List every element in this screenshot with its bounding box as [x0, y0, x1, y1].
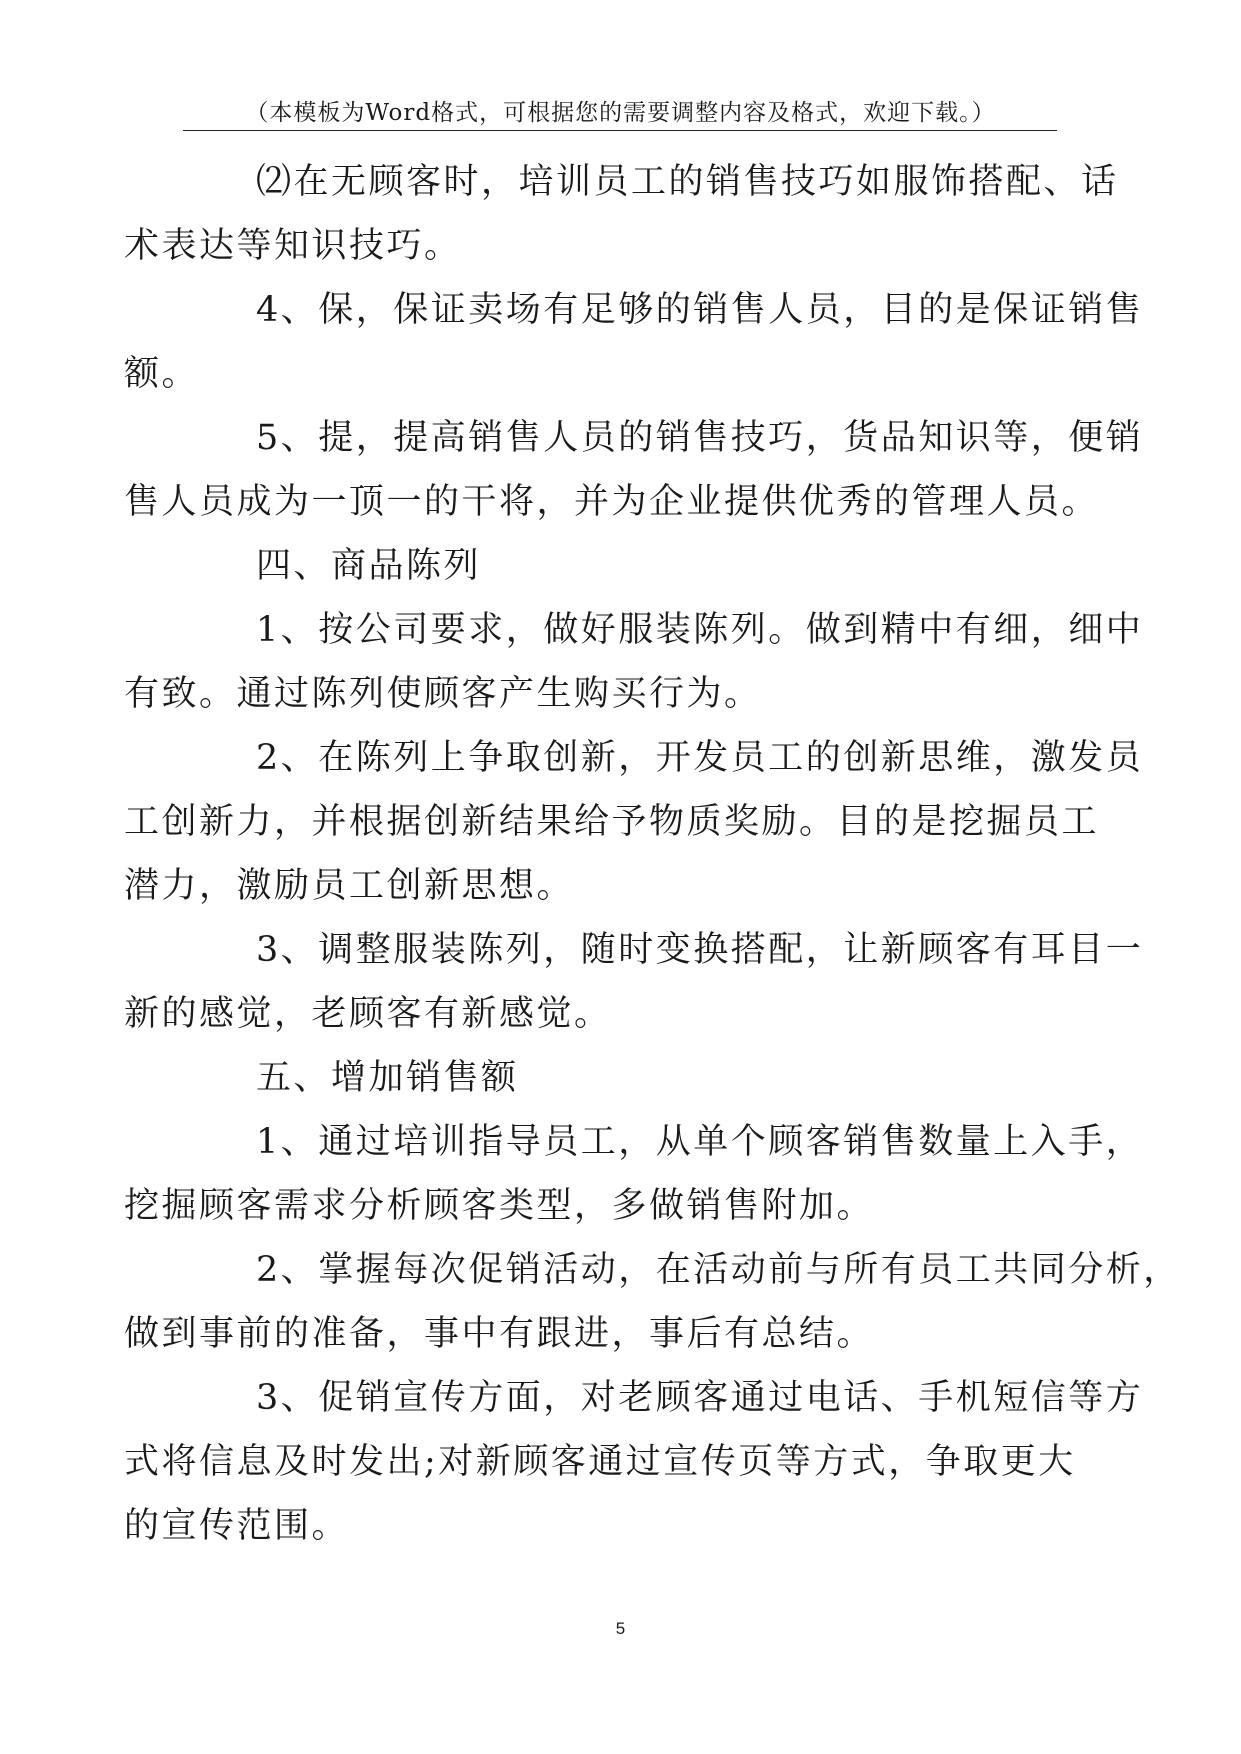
paragraph-line: 售人员成为一顶一的干将，并为企业提供优秀的管理人员。	[124, 482, 1100, 522]
paragraph-line: 1、通过培训指导员工，从单个顾客销售数量上入手，	[256, 1122, 1144, 1162]
paragraph-line: 2、掌握每次促销活动，在活动前与所有员工共同分析，	[256, 1250, 1181, 1290]
paragraph-line: 有致。通过陈列使顾客产生购买行为。	[124, 674, 762, 714]
paragraph-line: 3、调整服装陈列，随时变换搭配，让新顾客有耳目一	[256, 930, 1144, 970]
paragraph-sales-item-3	[124, 1366, 1144, 1558]
paragraph-display-item-1	[124, 598, 1144, 726]
paragraph-sales-item-2	[124, 1238, 1181, 1366]
header-divider	[183, 130, 1057, 131]
paragraph-line: 1、按公司要求，做好服装陈列。做到精中有细，细中	[256, 610, 1144, 650]
paragraph-line: 做到事前的准备，事中有跟进，事后有总结。	[124, 1314, 875, 1354]
paragraph-sales-item-1	[124, 1110, 1144, 1238]
paragraph-display-item-2	[124, 726, 1144, 918]
paragraph-line: 工创新力，并根据创新结果给予物质奖励。目的是挖掘员工	[124, 802, 1100, 842]
section-heading: 四、商品陈列	[256, 546, 482, 586]
document-body	[124, 150, 1181, 1558]
paragraph-line: 2、在陈列上争取创新，开发员工的创新思维，激发员	[256, 738, 1144, 778]
section-heading-display	[190, 534, 1065, 598]
paragraph-item-5-improve-skills	[124, 406, 1144, 534]
paragraph-line: 4、保，保证卖场有足够的销售人员，目的是保证销售	[256, 290, 1144, 330]
paragraph-line: 潜力，激励员工创新思想。	[124, 866, 575, 906]
paragraph-item-4-ensure-staff	[124, 278, 1144, 406]
paragraph-line: 的宣传范围。	[124, 1506, 350, 1546]
paragraph-line: 3、促销宣传方面，对老顾客通过电话、手机短信等方	[256, 1378, 1144, 1418]
section-heading-sales	[190, 1046, 1065, 1110]
paragraph-display-item-3	[124, 918, 1144, 1046]
paragraph-line: 额。	[124, 354, 200, 394]
page-number: 5	[615, 1619, 626, 1638]
paragraph-line: 新的感觉，老顾客有新感觉。	[124, 994, 612, 1034]
paragraph-line: 5、提，提高销售人员的销售技巧，货品知识等，便销	[256, 418, 1144, 458]
template-header-note: （本模板为Word格式，可根据您的需要调整内容及格式，欢迎下载。）	[245, 100, 996, 126]
section-heading: 五、增加销售额	[256, 1058, 519, 1098]
paragraph-line: 术表达等知识技巧。	[124, 226, 462, 266]
paragraph-line: 式将信息及时发出;对新顾客通过宣传页等方式，争取更大	[124, 1442, 1076, 1482]
paragraph-training-skills	[124, 150, 1119, 278]
paragraph-line: 挖掘顾客需求分析顾客类型，多做销售附加。	[124, 1186, 875, 1226]
paragraph-line: ⑵在无顾客时，培训员工的销售技巧如服饰搭配、话	[256, 162, 1119, 202]
